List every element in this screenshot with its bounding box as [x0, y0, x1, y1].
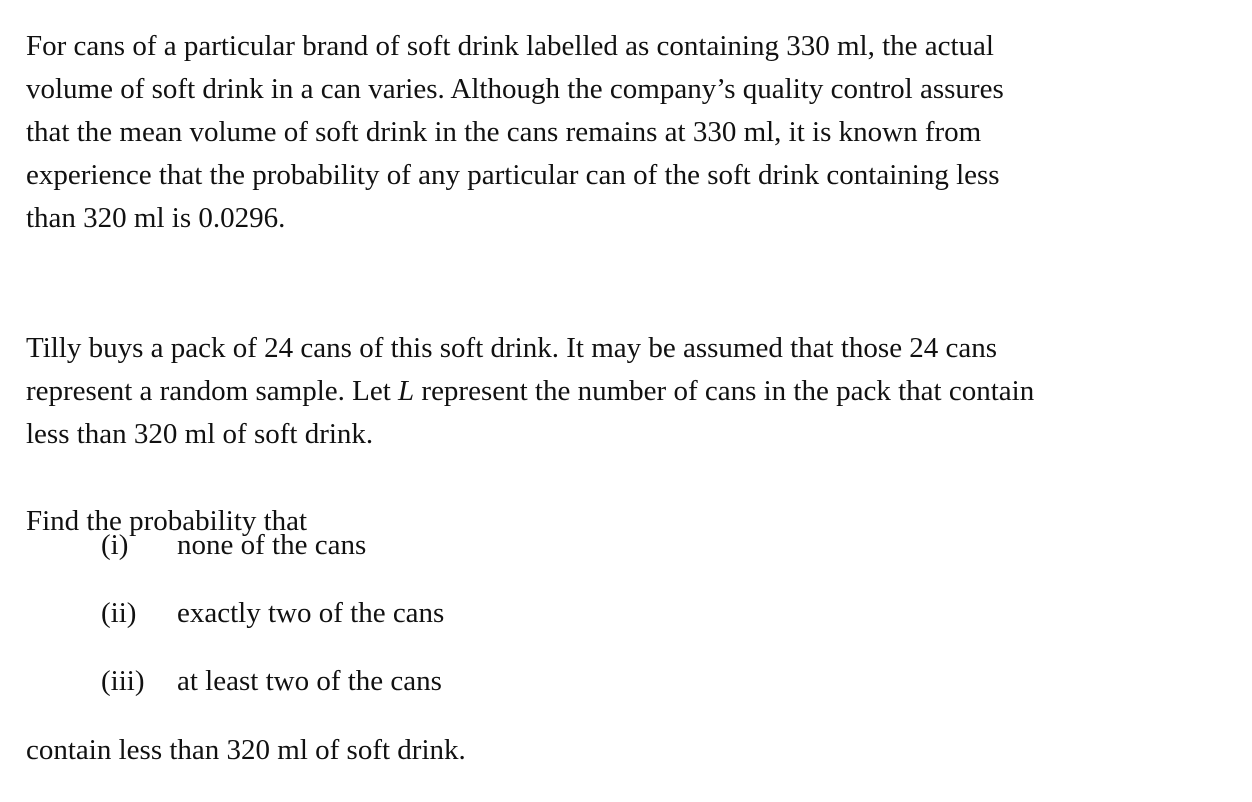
sample-line-1: Tilly buys a pack of 24 cans of this soft drink. It may be assumed that those 24 cans — [26, 332, 998, 364]
intro-paragraph: For cans of a particular brand of soft drink labelled as containing 330 ml, the actual volume of soft drink in a can varies. Although the company’s quality control assures that the mean volume of soft drink in the cans remains at 330 ml, it is known from experience that the probability of any particular can of the soft drink containing less than 320 ml is 0.0296. — [26, 30, 1004, 234]
part-i-label: (i) — [101, 529, 129, 561]
sample-line-2-end: represent the number of cans in the pack that contain — [414, 375, 1035, 407]
part-iii-label: (iii) — [101, 665, 145, 697]
find-prompt: Find the probability that — [26, 505, 308, 537]
closing-line: contain less than 320 ml of soft drink. — [26, 734, 466, 766]
sample-paragraph — [26, 327, 1236, 456]
variable-l: L — [398, 375, 415, 407]
part-ii-text: exactly two of the cans — [177, 597, 445, 629]
sample-line-3: less than 320 ml of soft drink. — [26, 418, 374, 450]
part-ii — [101, 592, 444, 635]
part-iii — [101, 660, 442, 703]
sample-line-2-start: represent a random sample. Let — [26, 375, 399, 407]
part-iii-text: at least two of the cans — [177, 665, 442, 697]
part-ii-label: (ii) — [101, 597, 137, 629]
part-i-text: none of the cans — [177, 529, 367, 561]
part-i — [101, 524, 366, 567]
